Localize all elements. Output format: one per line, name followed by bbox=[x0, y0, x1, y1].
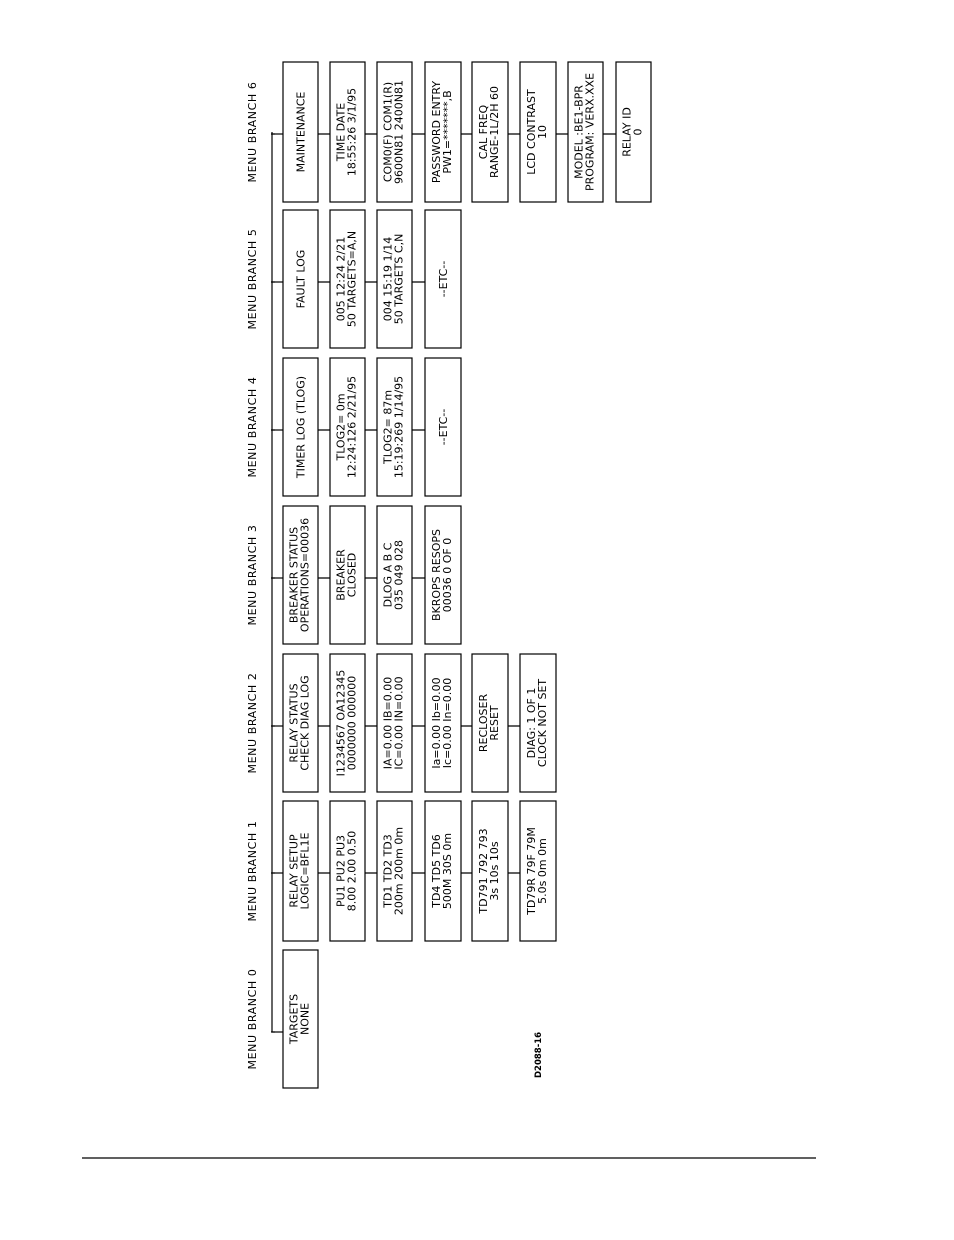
lcd-screen-2-3 bbox=[425, 654, 461, 792]
lcd-screen-text-line: 0 bbox=[631, 128, 645, 136]
lcd-screen-text-line: PU1 PU2 PU3 bbox=[334, 834, 348, 908]
lcd-screen-text-line: TLOG2= 87m bbox=[381, 389, 395, 465]
lcd-screen-text-line: DLOG A B C bbox=[381, 542, 395, 608]
lcd-screen-text-line: 004 15:19 1/14 bbox=[381, 236, 395, 322]
branch-label: MENU BRANCH 6 bbox=[246, 81, 259, 183]
lcd-screen-4-3 bbox=[425, 358, 461, 496]
lcd-screen-text-line: 500M 30S 0m bbox=[441, 832, 455, 910]
lcd-screen-5-2 bbox=[377, 210, 412, 348]
lcd-screen-2-2 bbox=[377, 654, 412, 792]
branch-label: MENU BRANCH 1 bbox=[246, 820, 259, 922]
lcd-screen-3-1 bbox=[330, 506, 365, 644]
lcd-screen-1-1 bbox=[330, 801, 365, 941]
lcd-screen-text-line: TD791 792 793 bbox=[477, 828, 491, 914]
lcd-screen-4-0 bbox=[283, 358, 318, 496]
lcd-screen-text-line: CLOCK NOT SET bbox=[536, 678, 550, 768]
lcd-screen-4-2 bbox=[377, 358, 412, 496]
lcd-screen-text-line: TLOG2= 0m bbox=[334, 393, 348, 461]
lcd-screen-text-line: DIAG: 1 OF 1 bbox=[525, 687, 539, 759]
lcd-screen-2-0 bbox=[283, 654, 318, 792]
lcd-screen-1-3 bbox=[425, 801, 461, 941]
lcd-screen-5-0 bbox=[283, 210, 318, 348]
lcd-screen-2-5 bbox=[520, 654, 556, 792]
lcd-screen-text-line: I1234567 OA12345 bbox=[334, 669, 348, 777]
lcd-screen-text-line: TD4 TD5 TD6 bbox=[430, 834, 444, 908]
lcd-screen-text-line: FAULT LOG bbox=[294, 249, 308, 309]
lcd-screen-text-line: 18:55:26 3/1/95 bbox=[345, 87, 359, 177]
lcd-screen-text-line: BKROPS RESOPS bbox=[430, 528, 444, 622]
branch-label: MENU BRANCH 3 bbox=[246, 524, 259, 626]
lcd-screen-text-line: MAINTENANCE bbox=[294, 91, 308, 173]
lcd-screen-1-2 bbox=[377, 801, 412, 941]
lcd-screen-text-line: OPERATIONS=00036 bbox=[298, 517, 312, 633]
lcd-screen-text-line: 50 TARGETS=A,N bbox=[345, 230, 359, 328]
lcd-screen-text-line: 3s 10s 10s bbox=[488, 841, 502, 901]
lcd-screen-1-0 bbox=[283, 801, 318, 941]
branch-label: MENU BRANCH 5 bbox=[246, 228, 259, 330]
lcd-screen-text-line: PROGRAM: VERX.XXE bbox=[583, 72, 597, 192]
lcd-screen-1-5 bbox=[520, 801, 556, 941]
lcd-screen-text-line: CAL FREQ bbox=[477, 104, 491, 160]
lcd-screen-text-line: 50 TARGETS C,N bbox=[392, 233, 406, 325]
lcd-screen-text-line: TIME DATE bbox=[334, 102, 348, 162]
branch-label: MENU BRANCH 4 bbox=[246, 376, 259, 478]
lcd-screen-4-1 bbox=[330, 358, 365, 496]
lcd-screen-text-line: IA=0.00 IB=0.00 bbox=[381, 676, 395, 770]
lcd-screen-text-line: RESET bbox=[488, 705, 502, 741]
lcd-screen-3-2 bbox=[377, 506, 412, 644]
lcd-screen-text-line: IC=0.00 IN=0.00 bbox=[392, 676, 406, 770]
lcd-screen-text-line: 200m 200m 0m bbox=[392, 826, 406, 916]
lcd-screen-text-line: 035 049 028 bbox=[392, 540, 406, 610]
lcd-screen-0-0 bbox=[283, 950, 318, 1088]
lcd-screen-6-5 bbox=[520, 62, 556, 202]
lcd-screen-text-line: RELAY SETUP bbox=[287, 834, 301, 908]
lcd-screen-5-1 bbox=[330, 210, 365, 348]
lcd-screen-5-3 bbox=[425, 210, 461, 348]
lcd-screen-text-line: RELAY ID bbox=[620, 107, 634, 157]
lcd-screen-6-2 bbox=[377, 62, 412, 202]
lcd-screen-text-line: COM0(F) COM1(R) bbox=[381, 81, 395, 183]
lcd-screen-text-line: CHECK DIAG LOG bbox=[298, 675, 312, 771]
menu-branch-3 bbox=[246, 506, 461, 644]
lcd-screen-6-7 bbox=[616, 62, 651, 202]
lcd-screen-text-line: Ic=0.00 In=0.00 bbox=[441, 677, 455, 769]
lcd-screen-text-line: BREAKER STATUS bbox=[287, 526, 301, 624]
lcd-screen-3-0 bbox=[283, 506, 318, 644]
lcd-screen-text-line: 0000000 000000 bbox=[345, 675, 359, 771]
lcd-screen-text-line: 9600N81 2400N81 bbox=[392, 80, 406, 184]
lcd-screen-1-4 bbox=[472, 801, 508, 941]
menu-branch-4 bbox=[246, 358, 461, 496]
lcd-screen-text-line: 005 12:24 2/21 bbox=[334, 236, 348, 322]
lcd-screen-text-line: TD79R 79F 79M bbox=[525, 827, 539, 915]
lcd-screen-2-4 bbox=[472, 654, 508, 792]
lcd-screen-text-line: RANGE-1L/2H 60 bbox=[488, 86, 502, 178]
menu-branch-0 bbox=[246, 950, 318, 1088]
menu-branch-2 bbox=[246, 654, 556, 792]
lcd-screen-6-4 bbox=[472, 62, 508, 202]
lcd-screen-6-3 bbox=[425, 62, 461, 202]
lcd-screen-text-line: MODEL :BE1-BPR bbox=[572, 85, 586, 179]
lcd-screen-text-line: CLOSED bbox=[345, 552, 359, 598]
lcd-screen-text-line: TIMER LOG (TLOG) bbox=[294, 375, 308, 479]
menu-branch-6 bbox=[246, 62, 651, 202]
menu-branch-5 bbox=[246, 210, 461, 348]
lcd-screen-text-line: BREAKER bbox=[334, 549, 348, 601]
lcd-screen-text-line: TARGETS bbox=[287, 993, 301, 1045]
lcd-screen-text-line: LOGIC=BFL1E bbox=[298, 832, 312, 910]
lcd-screen-text-line: 5.0s 0m 0m bbox=[536, 838, 550, 904]
lcd-screen-text-line: 00036 0 OF 0 bbox=[441, 537, 455, 613]
lcd-screen-text-line: RELAY STATUS bbox=[287, 683, 301, 763]
branch-label: MENU BRANCH 0 bbox=[246, 968, 259, 1070]
lcd-screen-text-line: PW1=*******,B bbox=[441, 90, 455, 174]
lcd-screen-text-line: RECLOSER bbox=[477, 693, 491, 753]
lcd-screen-text-line: 15:19:269 1/14/95 bbox=[392, 375, 406, 479]
lcd-screen-3-3 bbox=[425, 506, 461, 644]
branch-label: MENU BRANCH 2 bbox=[246, 672, 259, 774]
lcd-screen-text-line: 12:24:126 2/21/95 bbox=[345, 375, 359, 479]
lcd-screen-text-line: 10 bbox=[536, 125, 550, 139]
lcd-screen-6-0 bbox=[283, 62, 318, 202]
menu-branch-1 bbox=[246, 801, 556, 941]
menu-branches bbox=[246, 62, 651, 1088]
lcd-screen-6-1 bbox=[330, 62, 365, 202]
lcd-screen-text-line: TD1 TD2 TD3 bbox=[381, 834, 395, 908]
lcd-screen-2-1 bbox=[330, 654, 365, 792]
lcd-screen-text-line: --ETC-- bbox=[437, 260, 450, 298]
lcd-screen-text-line: PASSWORD ENTRY bbox=[430, 80, 444, 184]
lcd-screen-text-line: Ia=0.00 Ib=0.00 bbox=[430, 677, 444, 769]
lcd-screen-text-line: 8.00 2.00 0.50 bbox=[345, 830, 359, 912]
lcd-screen-text-line: --ETC-- bbox=[437, 408, 450, 446]
figure-id: D2088-16 bbox=[534, 1031, 544, 1078]
lcd-screen-text-line: LCD CONTRAST bbox=[525, 89, 539, 175]
lcd-screen-text-line: NONE bbox=[298, 1002, 312, 1036]
lcd-screen-6-6 bbox=[568, 62, 603, 202]
